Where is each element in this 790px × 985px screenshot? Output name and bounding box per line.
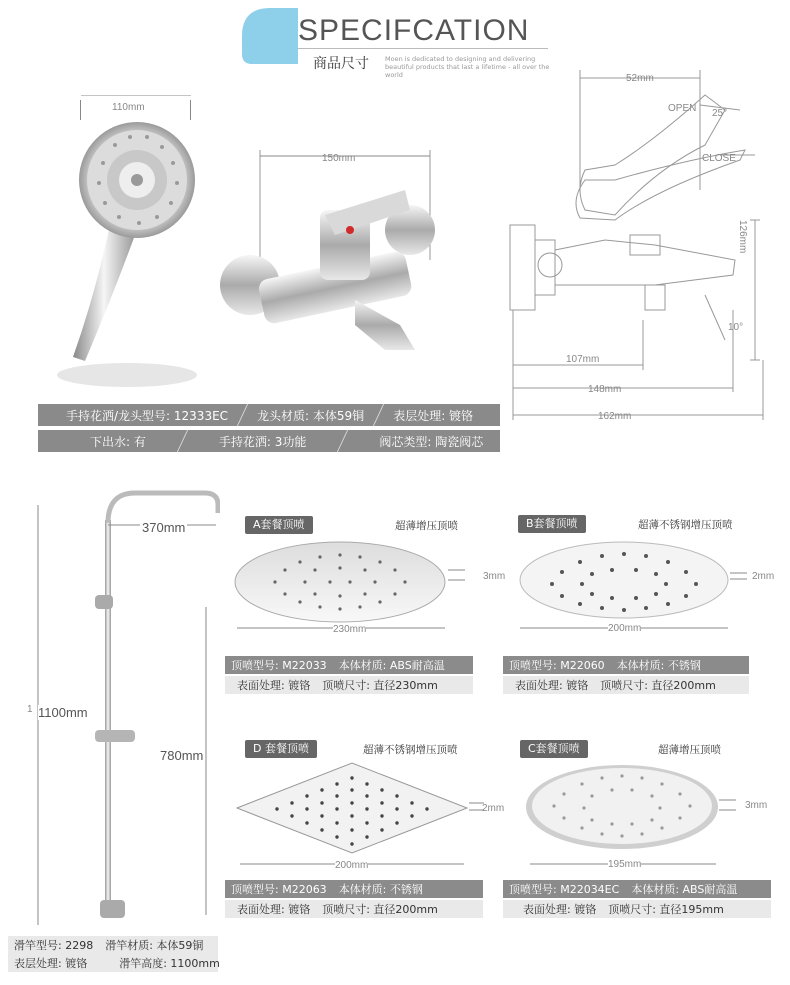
head-c-row1 <box>503 880 771 898</box>
head-d-note: 超薄不锈钢增压顶喷 <box>363 744 458 756</box>
head-d-size: 顶喷尺寸: 直径200mm <box>322 903 438 916</box>
handshower-width-dim: 110mm <box>112 102 145 113</box>
head-d-row2 <box>225 900 483 918</box>
drawing-52: 52mm <box>626 73 654 84</box>
spec-bar-2 <box>38 430 500 452</box>
head-c-model: 顶喷型号: M22034EC <box>509 883 620 896</box>
head-a-material: 本体材质: ABS耐高温 <box>338 659 445 672</box>
title-divider <box>298 48 548 49</box>
head-b-thick: 2mm <box>752 571 775 582</box>
head-d-row1 <box>225 880 483 898</box>
head-d-model: 顶喷型号: M22063 <box>231 883 327 896</box>
riser-model: 滑竿型号: 2298 <box>14 939 94 952</box>
head-a-note: 超薄增压顶喷 <box>395 520 458 532</box>
head-b-material: 本体材质: 不锈钢 <box>616 659 701 672</box>
head-d-material: 本体材质: 不锈钢 <box>338 883 423 896</box>
head-b-row1 <box>503 656 749 674</box>
head-c-width: 195mm <box>608 859 642 870</box>
head-d-finish: 表面处理: 镀铬 <box>237 903 311 916</box>
head-a-finish: 表面处理: 镀铬 <box>237 679 311 692</box>
spec-finish: 表层处理: 镀铬 <box>393 408 474 423</box>
page-title: SPECIFCATION <box>298 14 530 47</box>
head-c-label: C套餐顶喷 <box>520 740 588 758</box>
head-b-label: B套餐顶喷 <box>518 515 586 533</box>
head-a-row2 <box>225 676 473 694</box>
faucet-image <box>205 150 445 370</box>
head-a-width: 230mm <box>333 624 367 635</box>
head-d-label: D 套餐顶喷 <box>245 740 317 758</box>
spec-bar-1 <box>38 404 500 426</box>
head-b-row2 <box>503 676 749 694</box>
riser-length: 滑竿高度: 1100mm <box>119 957 220 970</box>
head-b-image <box>512 540 777 640</box>
drawing-148: 148mm <box>588 384 622 395</box>
drawing-open: OPEN <box>668 103 697 114</box>
head-c-size: 顶喷尺寸: 直径195mm <box>608 903 724 916</box>
head-d-thick: 2mm <box>482 803 505 814</box>
riser-mark: 1 <box>27 704 33 715</box>
faucet-width-dim: 150mm <box>322 153 356 164</box>
riser-finish: 表层处理: 镀铬 <box>14 957 88 970</box>
spec-model: 手持花洒/龙头型号: 12333EC <box>66 408 229 423</box>
head-a-model: 顶喷型号: M22033 <box>231 659 327 672</box>
head-b-size: 顶喷尺寸: 直径200mm <box>600 679 716 692</box>
drawing-10: 10° <box>728 322 744 333</box>
page-subtitle: 商品尺寸 <box>313 56 369 72</box>
head-c-finish: 表面处理: 镀铬 <box>523 903 597 916</box>
spec-cartridge: 阀芯类型: 陶瓷阀芯 <box>379 434 484 449</box>
handshower-image <box>55 95 205 395</box>
spec-outlet: 下出水: 有 <box>90 434 146 449</box>
drawing-107: 107mm <box>566 354 600 365</box>
faucet-drawing <box>505 70 775 430</box>
spec-material: 龙头材质: 本体59铜 <box>257 408 365 423</box>
brand-tagline: Moen is dedicated to designing and delivering beautiful products that last a lifetime - all over the world <box>385 55 550 79</box>
head-a-thick: 3mm <box>483 571 506 582</box>
riser-height-dim: 1100mm <box>38 705 88 720</box>
head-a-row1 <box>225 656 473 674</box>
head-c-note: 超薄增压顶喷 <box>658 744 721 756</box>
head-b-finish: 表面处理: 镀铬 <box>515 679 589 692</box>
head-c-material: 本体材质: ABS耐高温 <box>631 883 738 896</box>
header-logo-shape <box>240 6 300 66</box>
riser-slide-dim: 780mm <box>160 748 204 763</box>
riser-info-1 <box>8 936 218 954</box>
drawing-close: CLOSE <box>702 153 736 164</box>
riser-material: 滑竿材质: 本体59铜 <box>105 939 204 952</box>
head-b-model: 顶喷型号: M22060 <box>509 659 605 672</box>
spec-functions: 手持花洒: 3功能 <box>218 434 307 449</box>
drawing-162: 162mm <box>598 411 632 422</box>
head-a-size: 顶喷尺寸: 直径230mm <box>322 679 438 692</box>
head-b-note: 超薄不锈钢增压顶喷 <box>638 519 733 531</box>
drawing-25: 25° <box>712 108 728 119</box>
riser-arm-dim: 370mm <box>142 520 186 535</box>
drawing-126: 126mm <box>737 220 748 254</box>
head-c-row2 <box>503 900 771 918</box>
head-c-thick: 3mm <box>745 800 768 811</box>
head-d-width: 200mm <box>335 860 369 871</box>
riser-info-2 <box>8 954 218 972</box>
head-b-width: 200mm <box>608 623 642 634</box>
head-a-label: A套餐顶喷 <box>245 516 313 534</box>
head-c-image <box>522 762 784 872</box>
